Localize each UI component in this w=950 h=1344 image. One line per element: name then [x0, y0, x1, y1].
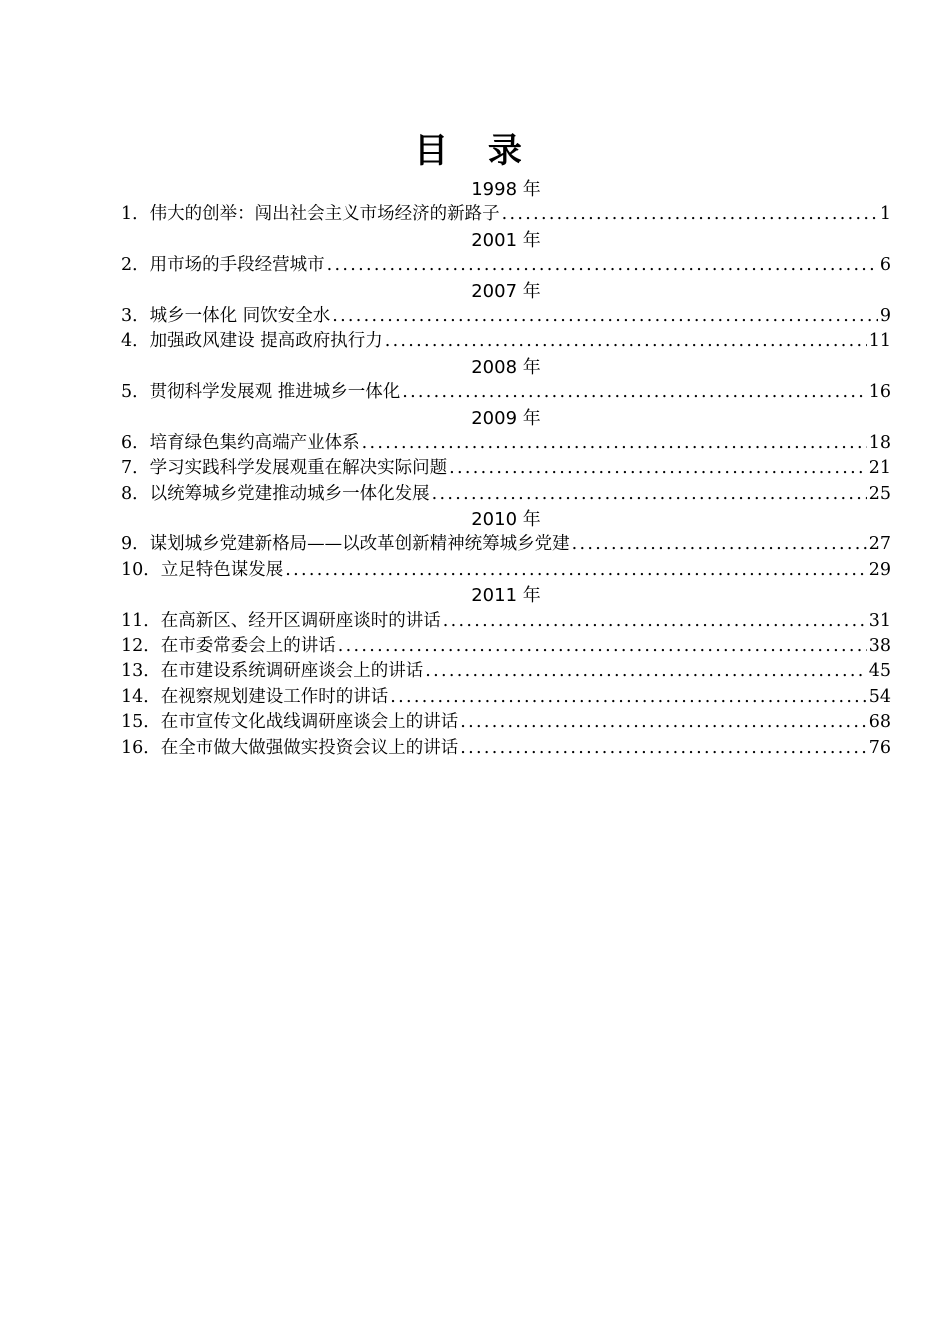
dot-leader — [285, 558, 866, 583]
entry-page-number: 68 — [868, 712, 891, 733]
entry-number: 15． — [121, 712, 161, 733]
dot-leader — [502, 202, 878, 227]
entry-page-number: 11 — [868, 331, 891, 352]
year-heading-2010: 2010 年 — [471, 509, 541, 531]
year-heading-2008: 2008 年 — [471, 356, 541, 378]
dot-leader — [460, 736, 866, 761]
entry-page-number: 54 — [868, 686, 891, 707]
year-heading-2001: 2001 年 — [471, 229, 541, 251]
entry-number: 4． — [121, 331, 150, 352]
dot-leader — [332, 304, 878, 329]
entry-number: 2． — [121, 255, 150, 276]
entry-page-number: 1 — [879, 204, 891, 225]
entry-number: 12． — [121, 636, 161, 657]
entry-number: 9． — [121, 534, 150, 555]
entry-page-number: 27 — [868, 534, 891, 555]
dot-leader — [390, 685, 866, 710]
entry-title: 城乡一体化 同饮安全水 — [149, 305, 331, 326]
toc-entry[interactable] — [121, 532, 891, 557]
entry-number: 5． — [121, 382, 150, 403]
entry-page-number: 18 — [868, 432, 891, 453]
entry-page-number: 6 — [879, 255, 891, 276]
toc-entry[interactable] — [121, 202, 891, 227]
entry-page-number: 38 — [868, 636, 891, 657]
entry-title: 谋划城乡党建新格局——以改革创新精神统筹城乡党建 — [149, 534, 570, 555]
table-of-contents — [121, 177, 891, 761]
entry-title: 加强政风建设 提高政府执行力 — [149, 331, 383, 352]
toc-entry[interactable] — [121, 634, 891, 659]
year-heading-1998: 1998 年 — [471, 179, 541, 200]
entry-title: 在高新区、经开区调研座谈时的讲话 — [160, 610, 441, 631]
entry-page-number: 21 — [868, 458, 891, 479]
toc-entry[interactable] — [121, 685, 891, 710]
year-heading-2009: 2009 年 — [471, 407, 541, 429]
entry-title: 用市场的手段经营城市 — [149, 255, 325, 276]
dot-leader — [572, 532, 867, 557]
entry-title: 在全市做大做强做实投资会议上的讲话 — [160, 737, 459, 758]
entry-number: 3． — [121, 305, 150, 326]
entry-number: 6． — [121, 432, 150, 453]
toc-entry[interactable] — [121, 609, 891, 634]
year-heading-2011: 2011 年 — [471, 585, 541, 607]
toc-entry[interactable] — [121, 304, 891, 329]
entry-number: 7． — [121, 458, 150, 479]
entry-page-number: 16 — [868, 382, 891, 403]
dot-leader — [327, 253, 878, 278]
toc-entry[interactable] — [121, 558, 891, 583]
toc-entry[interactable] — [121, 431, 891, 456]
entry-page-number: 45 — [868, 661, 891, 682]
entry-title: 伟大的创举：闯出社会主义市场经济的新路子 — [149, 204, 500, 225]
toc-entry[interactable] — [121, 456, 891, 481]
dot-leader — [443, 609, 867, 634]
toc-title: 目 录 — [414, 131, 536, 171]
toc-entry[interactable] — [121, 736, 891, 761]
entry-title: 在市建设系统调研座谈会上的讲话 — [160, 661, 424, 682]
dot-leader — [432, 482, 867, 507]
dot-leader — [449, 456, 867, 481]
toc-entry[interactable] — [121, 253, 891, 278]
dot-leader — [385, 329, 867, 354]
entry-title: 立足特色谋发展 — [160, 559, 284, 580]
dot-leader — [338, 634, 867, 659]
entry-title: 贯彻科学发展观 推进城乡一体化 — [149, 382, 401, 403]
toc-entry[interactable] — [121, 380, 891, 405]
dot-leader — [402, 380, 867, 405]
entry-page-number: 9 — [879, 305, 891, 326]
entry-number: 10． — [121, 559, 161, 580]
entry-number: 16． — [121, 737, 161, 758]
entry-number: 8． — [121, 483, 150, 504]
entry-title: 培育绿色集约高端产业体系 — [149, 432, 360, 453]
dot-leader — [362, 431, 867, 456]
entry-title: 在市宣传文化战线调研座谈会上的讲话 — [160, 712, 459, 733]
toc-entry[interactable] — [121, 710, 891, 735]
dot-leader — [460, 710, 866, 735]
entry-page-number: 25 — [868, 483, 891, 504]
toc-entry[interactable] — [121, 329, 891, 354]
toc-entry[interactable] — [121, 659, 891, 684]
entry-number: 11． — [121, 610, 161, 631]
entry-title: 在市委常委会上的讲话 — [160, 636, 336, 657]
year-heading-2007: 2007 年 — [471, 280, 541, 302]
toc-entry[interactable] — [121, 482, 891, 507]
entry-title: 以统筹城乡党建推动城乡一体化发展 — [149, 483, 430, 504]
entry-number: 13． — [121, 661, 161, 682]
entry-page-number: 31 — [868, 610, 891, 631]
entry-page-number: 76 — [868, 737, 891, 758]
entry-number: 1． — [121, 204, 150, 225]
dot-leader — [425, 659, 866, 684]
entry-page-number: 29 — [868, 559, 891, 580]
entry-title: 在视察规划建设工作时的讲话 — [160, 686, 389, 707]
entry-title: 学习实践科学发展观重在解决实际问题 — [149, 458, 448, 479]
entry-number: 14． — [121, 686, 161, 707]
